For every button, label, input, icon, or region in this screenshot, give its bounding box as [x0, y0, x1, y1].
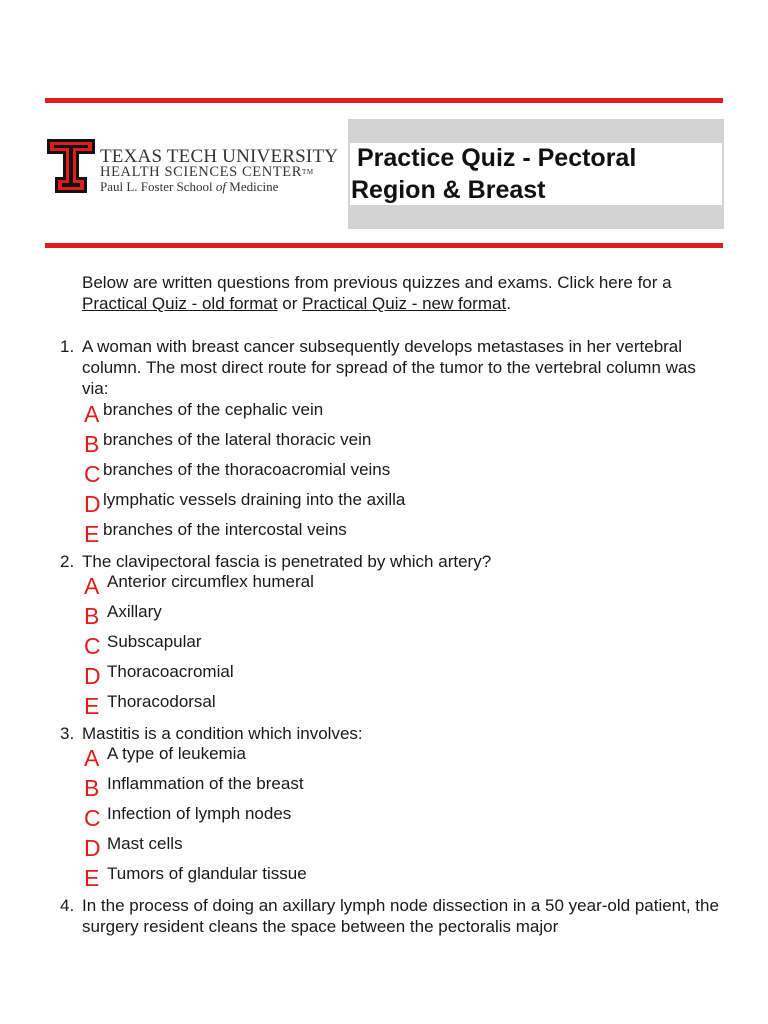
option-text: Anterior circumflex humeral: [107, 572, 314, 591]
top-red-rule: [45, 98, 723, 103]
option-text: Thoracodorsal: [107, 692, 216, 711]
option-letter: A: [84, 573, 100, 599]
logo-hsc-name: HEALTH SCIENCES CENTER™: [100, 164, 314, 180]
option-letter: D: [84, 835, 101, 861]
option-text: Thoracoacromial: [107, 662, 234, 681]
page-title-line1: Practice Quiz - Pectoral: [357, 144, 637, 172]
option-text: branches of the intercostal veins: [103, 520, 347, 539]
question-text: The clavipectoral fascia is penetrated by which artery?: [82, 552, 492, 571]
practical-quiz-old-link[interactable]: Practical Quiz - old format: [82, 294, 278, 313]
option-letter: C: [84, 805, 101, 831]
page-title: [351, 142, 721, 206]
question-number: 3.: [60, 724, 75, 743]
option-text: branches of the lateral thoracic vein: [103, 430, 372, 449]
option-text: A type of leukemia: [107, 744, 246, 763]
question-number: 4.: [60, 896, 75, 915]
page-title-line2: Region & Breast: [351, 176, 546, 204]
option-text: Inflammation of the breast: [107, 774, 304, 793]
question-text: Mastitis is a condition which involves:: [82, 724, 363, 743]
option-letter: A: [84, 745, 100, 771]
option-letter: C: [84, 461, 101, 487]
option-text: branches of the cephalic vein: [103, 400, 324, 419]
option-letter: B: [84, 775, 100, 801]
intro-paragraph: Below are written questions from previous quizzes and exams. Click here for a Practical Quiz - old format or Practical Quiz - new format.: [82, 273, 672, 313]
logo-wordmark: [100, 148, 338, 194]
logo-school-name: Paul L. Foster School of Medicine: [100, 179, 279, 194]
option-text: Axillary: [107, 602, 162, 621]
option-letter: A: [84, 401, 100, 427]
option-text: Tumors of glandular tissue: [107, 864, 307, 883]
practical-quiz-new-link[interactable]: Practical Quiz - new format: [302, 294, 507, 313]
option-letter: D: [84, 491, 101, 517]
option-letter: E: [84, 693, 100, 719]
option-letter: B: [84, 431, 100, 457]
question-text: In the process of doing an axillary lymph node dissection in a 50 year-old patient, the surgery resident cleans the space between the pectoralis major: [82, 896, 719, 936]
logo-university-name: TEXAS TECH UNIVERSITY: [100, 146, 339, 167]
option-letter: E: [84, 865, 100, 891]
option-text: lymphatic vessels draining into the axilla: [103, 490, 406, 509]
option-letter: E: [84, 521, 100, 547]
option-text: Infection of lymph nodes: [107, 804, 292, 823]
option-text: Subscapular: [107, 632, 202, 651]
question-text: A woman with breast cancer subsequently develops metastases in her vertebral column. The most direct route for spread of the tumor to the vertebral column was via:: [82, 337, 696, 398]
ttuhsc-logo: [46, 138, 346, 196]
bottom-red-rule: [45, 243, 723, 248]
option-text: Mast cells: [107, 834, 183, 853]
question-number: 2.: [60, 552, 75, 571]
option-letter: B: [84, 603, 100, 629]
option-letter: D: [84, 663, 101, 689]
option-text: branches of the thoracoacromial veins: [103, 460, 391, 479]
question-number: 1.: [60, 337, 75, 356]
double-t-logo-icon: [46, 138, 96, 194]
option-letter: C: [84, 633, 101, 659]
